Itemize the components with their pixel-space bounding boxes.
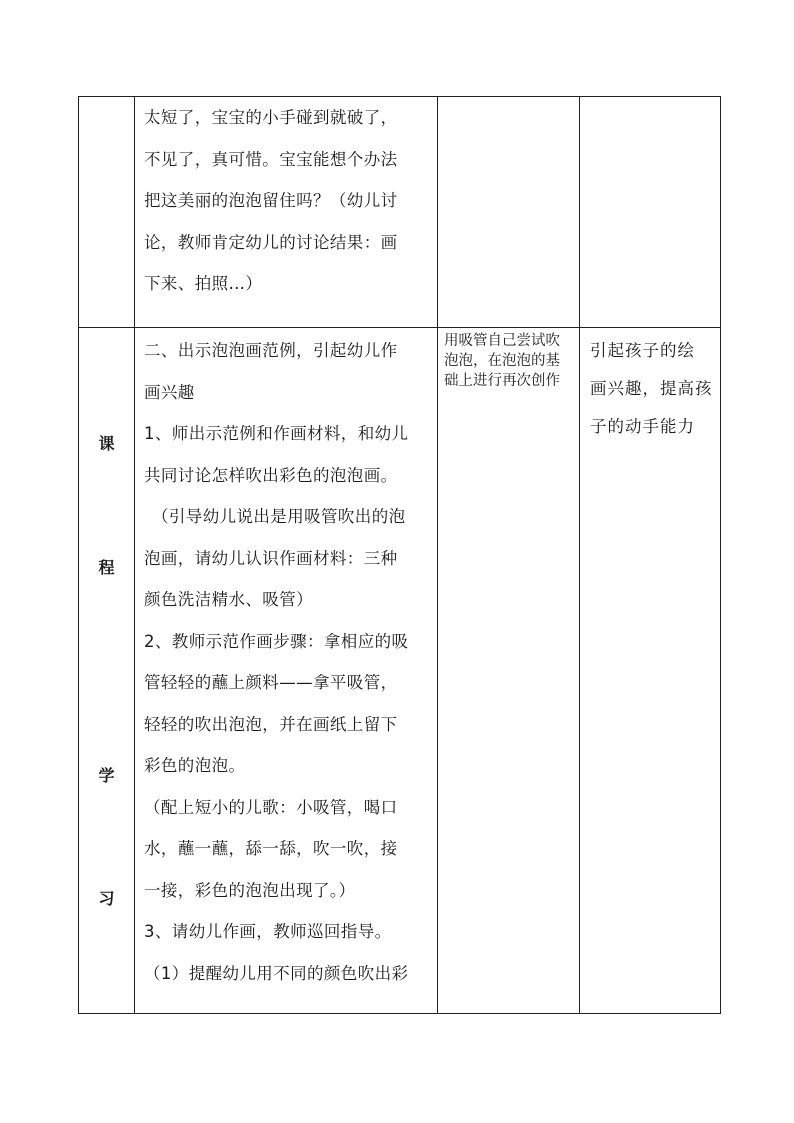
content-line: 水，蘸一蘸，舔一舔，吹一吹，接 bbox=[144, 839, 398, 858]
activity-content-cell bbox=[135, 97, 438, 328]
content-line: 1、师出示范例和作画材料，和幼儿 bbox=[144, 424, 409, 443]
side-label-cell bbox=[79, 328, 135, 1014]
side-label-char: 程 bbox=[98, 558, 115, 577]
child-activity-cell bbox=[438, 97, 580, 328]
design-intent-cell bbox=[580, 97, 721, 328]
content-line: 太短了，宝宝的小手碰到就破了， bbox=[144, 108, 398, 127]
content-line: （引导幼儿说出是用吸管吹出的泡 bbox=[152, 507, 406, 526]
child-activity-line: 泡泡，在泡泡的基 bbox=[444, 353, 560, 369]
content-line: 共同讨论怎样吹出彩色的泡泡画。 bbox=[144, 465, 398, 485]
lesson-plan-table bbox=[78, 96, 721, 1014]
content-line: （配上短小的儿歌：小吸管，喝口 bbox=[144, 797, 398, 817]
child-activity-line: 用吸管自己尝试吹 bbox=[444, 333, 560, 349]
content-line: 3、请幼儿作画，教师巡回指导。 bbox=[144, 922, 392, 941]
content-line: 不见了，真可惜。宝宝能想个办法 bbox=[144, 149, 398, 169]
content-line: 管轻轻的蘸上颜料——拿平吸管， bbox=[144, 673, 398, 692]
content-line: 二、出示泡泡画范例，引起幼儿作 bbox=[144, 341, 398, 360]
content-line: （1）提醒幼儿用不同的颜色吹出彩 bbox=[144, 963, 409, 983]
activity-content-cell bbox=[135, 328, 438, 1014]
child-activity-line: 础上进行再次创作 bbox=[444, 373, 560, 389]
content-line: 论，教师肯定幼儿的讨论结果：画 bbox=[144, 232, 398, 252]
content-line: 一接，彩色的泡泡出现了。） bbox=[144, 880, 356, 900]
table-row bbox=[79, 328, 721, 1014]
content-line: 把这美丽的泡泡留住吗？（幼儿讨 bbox=[144, 191, 398, 210]
side-label-char: 课 bbox=[98, 434, 115, 453]
content-line: 画兴趣 bbox=[144, 382, 195, 402]
table-row bbox=[79, 97, 721, 328]
content-line: 颜色洗洁精水、吸管） bbox=[144, 590, 313, 609]
design-intent-cell bbox=[580, 328, 721, 1014]
content-line: 泡画，请幼儿认识作画材料：三种 bbox=[144, 548, 398, 568]
content-line: 下来、拍照…） bbox=[144, 274, 263, 293]
side-label-cell bbox=[79, 97, 135, 328]
content-line: 2、教师示范作画步骤：拿相应的吸 bbox=[144, 631, 409, 651]
design-intent-line: 引起孩子的绘 bbox=[590, 341, 695, 360]
side-label-char: 学 bbox=[98, 766, 115, 785]
design-intent-line: 画兴趣，提高孩 bbox=[590, 379, 713, 398]
design-intent-line: 子的动手能力 bbox=[590, 417, 695, 436]
content-line: 轻轻的吹出泡泡，并在画纸上留下 bbox=[144, 714, 398, 734]
content-line: 彩色的泡泡。 bbox=[144, 756, 246, 775]
child-activity-cell bbox=[438, 328, 580, 1014]
side-label-char: 习 bbox=[98, 889, 115, 908]
